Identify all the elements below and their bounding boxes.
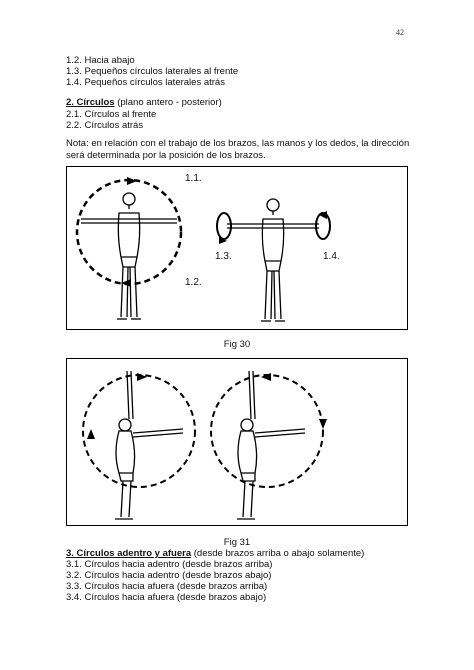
section-2-heading-bold: 2. Círculos — [66, 97, 115, 108]
list-item: 1.2. Hacia abajo — [66, 55, 135, 66]
fig30-label-1-3: 1.3. — [215, 251, 232, 262]
section-3-heading-rest: (desde brazos arriba o abajo solamente) — [191, 548, 365, 559]
fig30-label-1-2: 1.2. — [185, 277, 202, 288]
section-2-heading-rest: (plano antero - posterior) — [114, 97, 222, 108]
figure-30-illustration — [67, 167, 409, 331]
section-2-heading — [66, 97, 222, 108]
note-paragraph: Nota: en relación con el trabajo de los brazos, las manos y los dedos, la dirección será determinada por la posición de los brazos. — [66, 138, 410, 161]
list-item: 1.3. Pequeños círculos laterales al frente — [66, 66, 239, 77]
list-item: 1.4. Pequeños círculos laterales atrás — [66, 77, 225, 88]
list-item: 3.1. Círculos hacia adentro (desde brazos arriba) — [66, 559, 273, 570]
page-number: 42 — [396, 28, 404, 37]
figure-30-caption: Fig 30 — [223, 339, 251, 350]
section-3-heading — [66, 548, 364, 559]
fig30-label-1-4: 1.4. — [323, 251, 340, 262]
list-item: 2.1. Círculos al frente — [66, 109, 157, 120]
fig30-label-1-1: 1.1. — [185, 173, 202, 184]
figure-31-caption: Fig 31 — [223, 537, 251, 548]
figure-30 — [66, 166, 408, 330]
list-item: 3.4. Círculos hacia afuera (desde brazos abajo) — [66, 592, 267, 603]
figure-31-illustration — [67, 359, 409, 527]
list-item: 2.2. Círculos atrás — [66, 120, 144, 131]
list-item: 3.3. Círculos hacia afuera (desde brazos arriba) — [66, 581, 268, 592]
section-3-heading-bold: 3. Círculos adentro y afuera — [66, 548, 192, 559]
figure-31 — [66, 358, 408, 526]
list-item: 3.2. Círculos hacia adentro (desde brazos abajo) — [66, 570, 272, 581]
